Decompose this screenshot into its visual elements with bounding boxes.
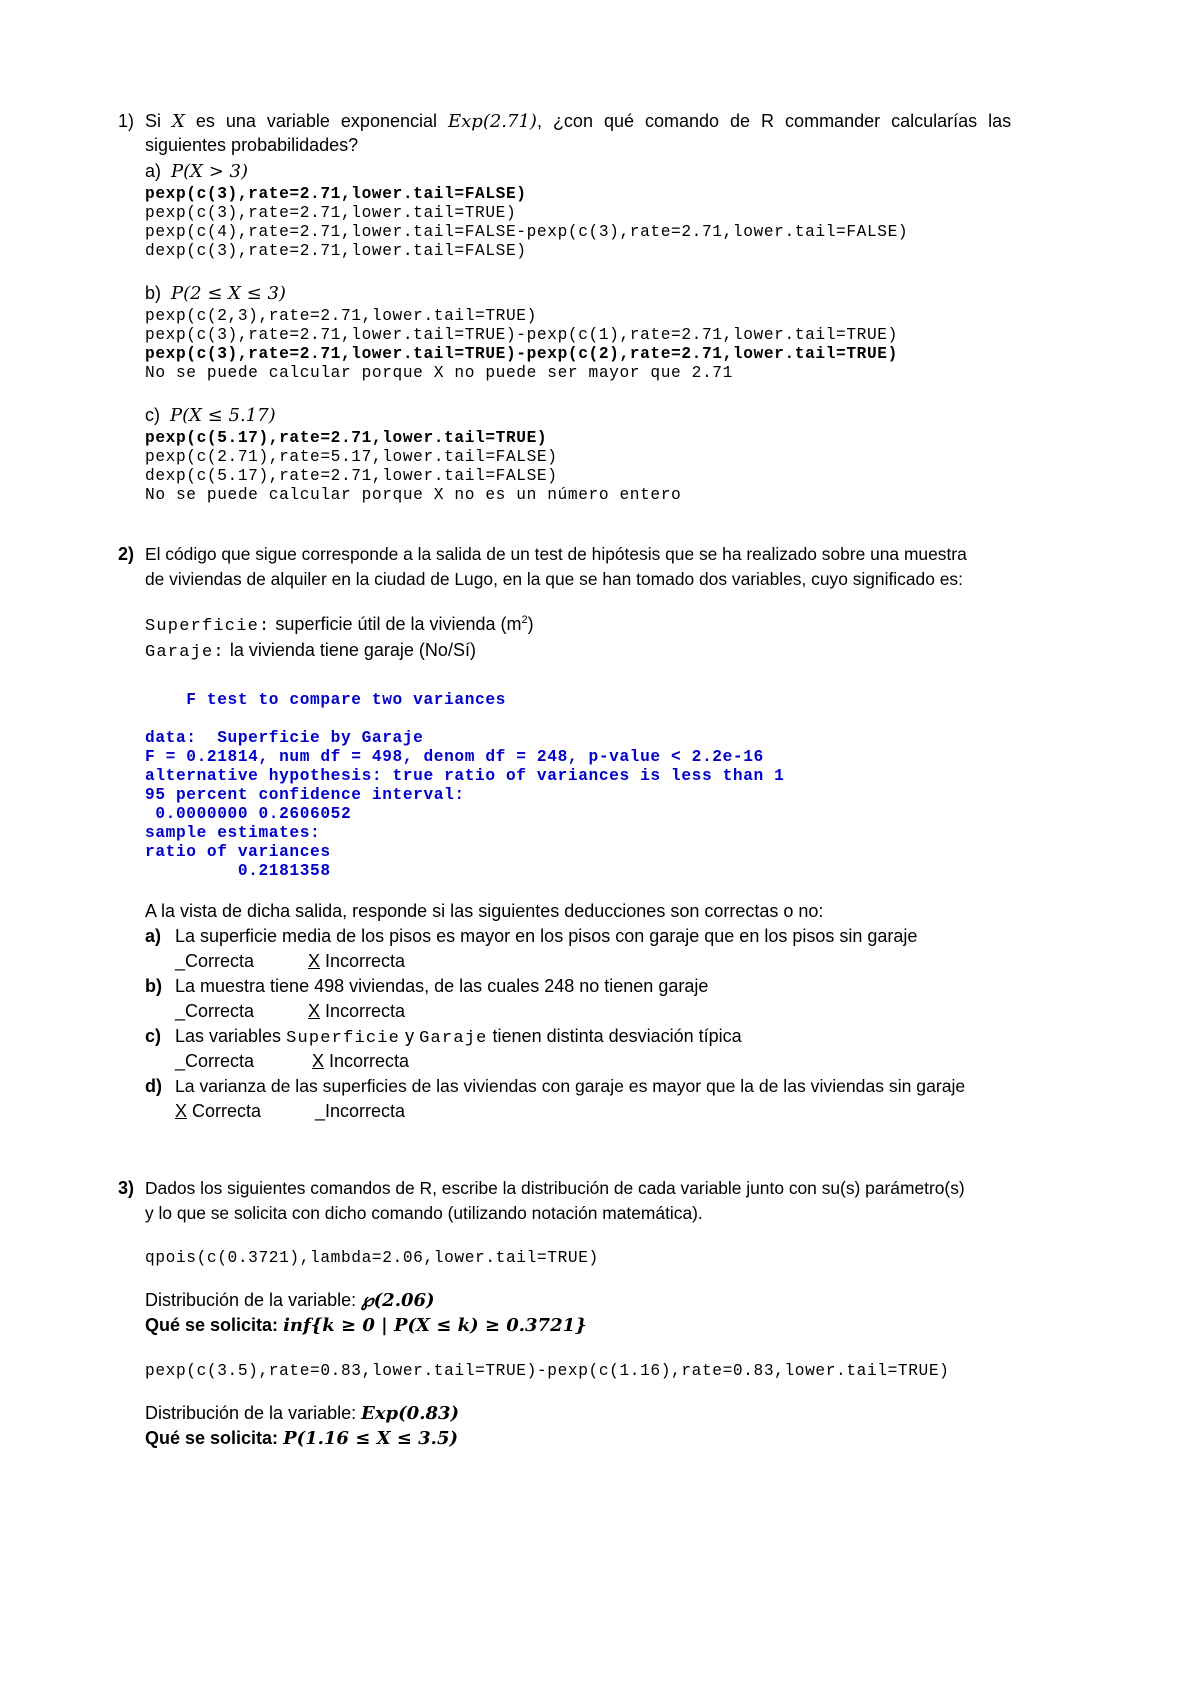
output-line-data: data: Superficie by Garaje [145,729,424,747]
item-d-incorrecta: _Incorrecta [315,1101,406,1121]
option-b2: pexp(c(3),rate=2.71,lower.tail=TRUE)-pexp(c(1),rate=2.71,lower.tail=TRUE) [145,326,898,344]
statements-prompt: A la vista de dicha salida, responde si las siguientes deducciones son correctas o no: [145,901,824,921]
option-c1: pexp(c(5.17),rate=2.71,lower.tail=TRUE) [145,429,548,447]
item-b-correcta: _Correcta [175,1001,255,1021]
item-a-text: La superficie media de los pisos es mayor en los pisos con garaje que en los pisos sin garaje [175,926,918,946]
item-d-correcta: X Correcta [175,1101,262,1121]
question-number: 1) [118,111,135,131]
part-a-header: a) P(X > 3) [145,161,248,182]
item-c-text: Las variables Superficie y Garaje tienen distinta desviación típica [175,1026,742,1048]
option-a2: pexp(c(3),rate=2.71,lower.tail=TRUE) [145,204,517,222]
output-line-estimates: sample estimates: [145,824,321,842]
distribution-2: Distribución de la variable: Exp(0.83) [145,1403,460,1424]
question-intro-line2: siguientes probabilidades? [145,135,359,155]
output-line-ci-title: 95 percent confidence interval: [145,786,465,804]
variable-superficie: Superficie: superficie útil de la vivienda $(m^2)$ [145,614,534,636]
item-a-correcta: _Correcta [175,951,255,971]
option-c2: pexp(c(2.71),rate=5.17,lower.tail=FALSE) [145,448,558,466]
item-b-text: La muestra tiene 498 viviendas, de las cuales 248 no tienen garaje [175,976,709,996]
item-label: a) [145,926,162,946]
output-line-ci-values: 0.0000000 0.2606052 [145,805,352,823]
output-line-ratio-value: 0.2181358 [145,862,331,880]
part-b-header: b) P(2 ≤ X ≤ 3) [145,283,286,304]
question-intro: Si X es una variable exponencial Exp(2.71), ¿con qué comando de R commander calcularías las [145,111,1012,132]
option-b3: pexp(c(3),rate=2.71,lower.tail=TRUE)-pexp(c(2),rate=2.71,lower.tail=TRUE) [145,345,898,363]
part-c-header: c) P(X ≤ 5.17) [145,405,276,426]
option-c3: dexp(c(5.17),rate=2.71,lower.tail=FALSE) [145,467,558,485]
output-line-ratio-label: ratio of variances [145,843,331,861]
option-a3: pexp(c(4),rate=2.71,lower.tail=FALSE-pexp(c(3),rate=2.71,lower.tail=FALSE) [145,223,909,241]
question-intro-line2: de viviendas de alquiler en la ciudad de Lugo, en la que se han tomado dos variables, cuyo significado es: [145,569,963,589]
question-intro: Dados los siguientes comandos de R, escribe la distribución de cada variable junto con su(s) parámetro(s) [145,1178,965,1198]
item-label: d) [145,1076,162,1096]
option-c4: No se puede calcular porque X no es un número entero [145,486,682,504]
option-b4: No se puede calcular porque X no puede ser mayor que 2.71 [145,364,733,382]
item-d-text: La varianza de las superficies de las viviendas con garaje es mayor que la de las viviendas sin garaje [175,1076,966,1096]
requested-1: Qué se solicita: inf{k ≥ 0 | P(X ≤ k) ≥ 0.3721} [145,1315,587,1336]
question-number: 3) [118,1178,135,1198]
item-a-incorrecta: X Incorrecta [308,951,406,971]
item-c-correcta: _Correcta [175,1051,255,1071]
distribution-1: Distribución de la variable: ℘(2.06) [145,1290,435,1311]
question-intro-line2: y lo que se solicita con dicho comando (utilizando notación matemática). [145,1203,703,1223]
item-label: c) [145,1026,162,1046]
r-command-1: qpois(c(0.3721),lambda=2.06,lower.tail=TRUE) [145,1249,599,1267]
option-a4: dexp(c(3),rate=2.71,lower.tail=FALSE) [145,242,527,260]
item-c-incorrecta: X Incorrecta [312,1051,410,1071]
output-line-alternative: alternative hypothesis: true ratio of variances is less than 1 [145,767,785,785]
item-label: b) [145,976,162,996]
item-b-incorrecta: X Incorrecta [308,1001,406,1021]
question-number: 2) [118,544,135,564]
output-line-title: F test to compare two variances [145,691,506,709]
option-a1: pexp(c(3),rate=2.71,lower.tail=FALSE) [145,185,527,203]
option-b1: pexp(c(2,3),rate=2.71,lower.tail=TRUE) [145,307,537,325]
output-line-stat: F = 0.21814, num df = 498, denom df = 248, p-value < 2.2e-16 [145,748,764,766]
variable-garaje: Garaje: la vivienda tiene garaje (No/Sí) [145,640,476,662]
question-intro: El código que sigue corresponde a la salida de un test de hipótesis que se ha realizado sobre una muestra [145,544,967,564]
requested-2: Qué se solicita: P(1.16 ≤ X ≤ 3.5) [145,1428,458,1449]
r-command-2: pexp(c(3.5),rate=0.83,lower.tail=TRUE)-pexp(c(1.16),rate=0.83,lower.tail=TRUE) [145,1362,950,1380]
